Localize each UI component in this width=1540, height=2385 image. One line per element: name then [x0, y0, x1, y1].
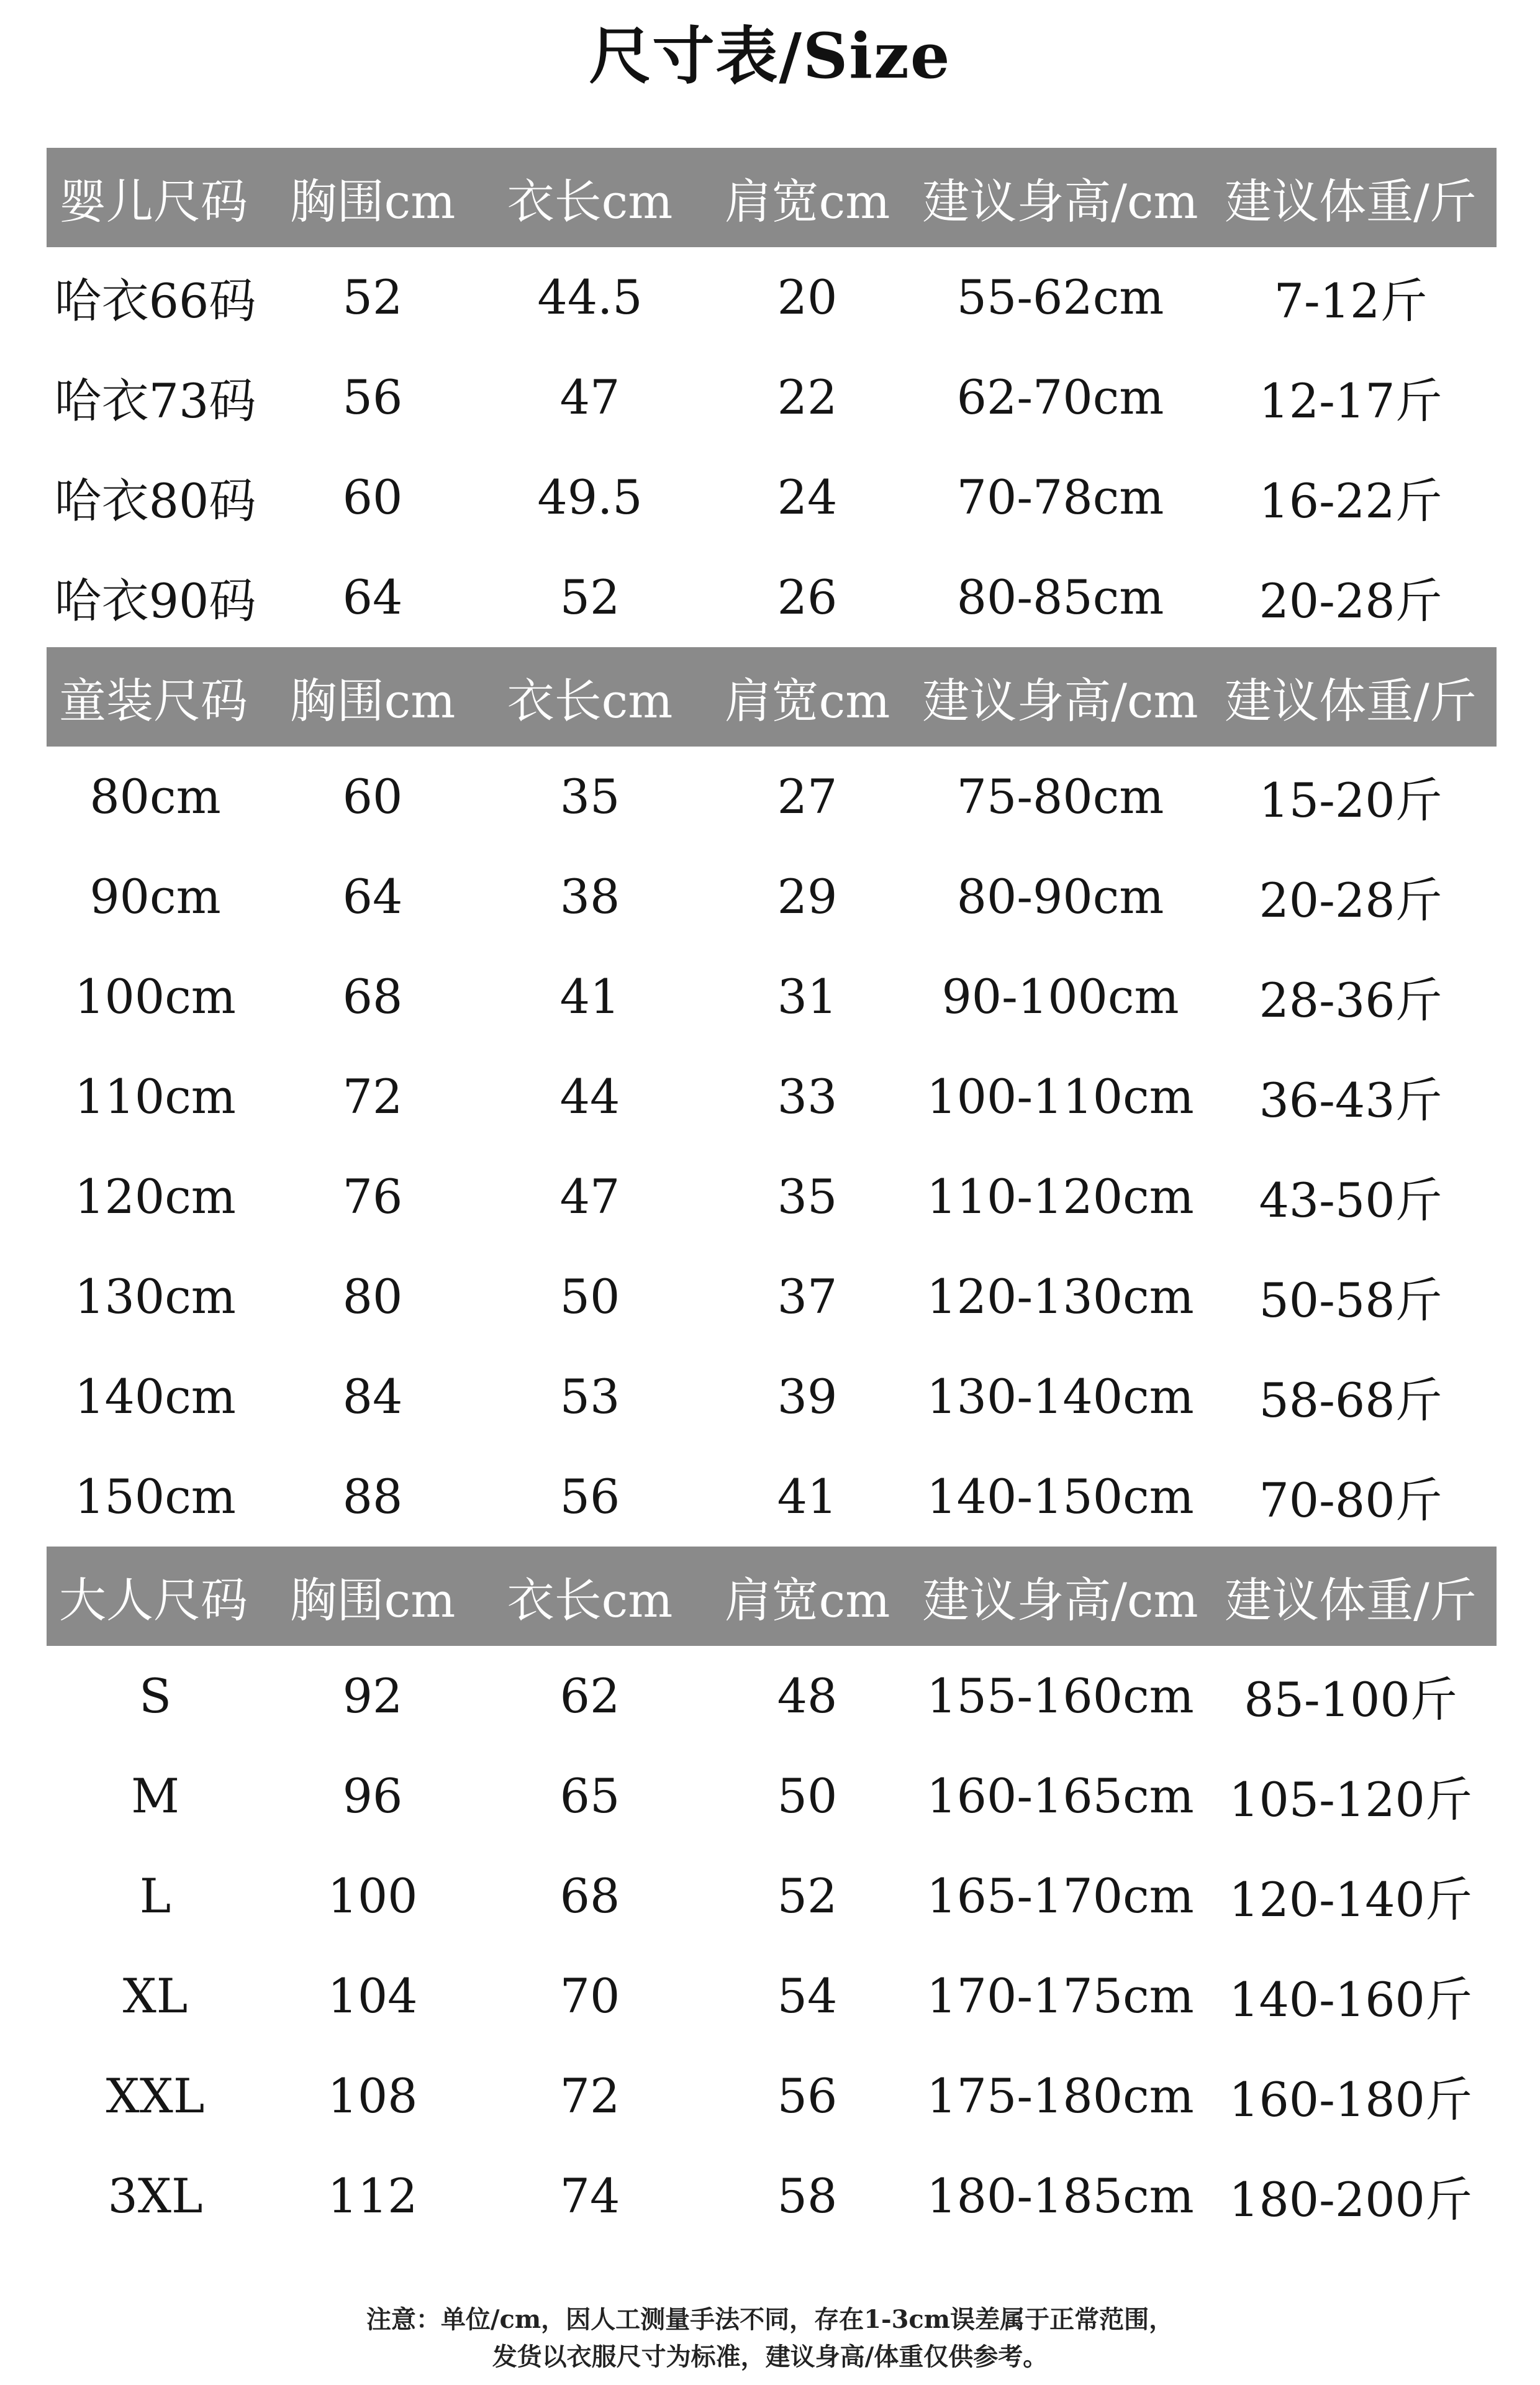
table-cell: 80cm	[89, 769, 221, 824]
table-cell: 170-175cm	[926, 1968, 1194, 2024]
table-row	[47, 747, 1497, 847]
table-cell: 41	[777, 1469, 838, 1524]
table-cell: 60	[342, 769, 403, 824]
table-cell: 22	[777, 370, 838, 425]
table-cell: 72	[559, 2068, 620, 2124]
table-cell: 哈衣73码	[54, 373, 256, 429]
header-cell: 衣长cm	[507, 1572, 673, 1628]
table-cell: 58	[777, 2168, 838, 2224]
table-cell: 50-58斤	[1259, 1273, 1443, 1328]
table-cell: 76	[342, 1169, 403, 1224]
table-cell: 60	[342, 470, 403, 525]
table-cell: 155-160cm	[926, 1668, 1194, 1724]
table-cell: 100	[327, 1868, 418, 1924]
table-cell: 110-120cm	[926, 1169, 1194, 1224]
page-title: 尺寸表/Size	[589, 19, 951, 93]
header-cell: 肩宽cm	[724, 1572, 890, 1628]
table-row	[47, 247, 1497, 347]
table-row	[47, 1946, 1497, 2046]
table-cell: 108	[327, 2068, 418, 2124]
table-cell: 20-28斤	[1259, 573, 1443, 629]
table-cell: L	[139, 1868, 171, 1924]
table-cell: 48	[777, 1668, 838, 1724]
header-cell: 胸围cm	[289, 173, 456, 229]
header-cell: 建议身高/cm	[922, 1572, 1198, 1628]
table-cell: 52	[777, 1868, 838, 1924]
table-row	[47, 447, 1497, 547]
table-cell: 80-85cm	[956, 570, 1164, 625]
table-cell: 49.5	[537, 470, 643, 525]
table-cell: 38	[559, 869, 620, 924]
section-kids	[47, 647, 1497, 1547]
table-cell: XL	[122, 1968, 188, 2024]
table-cell: 哈衣90码	[54, 573, 256, 629]
header-cell: 肩宽cm	[724, 673, 890, 729]
table-row	[47, 1147, 1497, 1247]
header-cell: 建议体重/斤	[1225, 673, 1477, 729]
table-row	[47, 1247, 1497, 1347]
header-row	[47, 647, 1497, 747]
table-cell: 35	[559, 769, 620, 824]
table-cell: 37	[777, 1269, 838, 1324]
table-row	[47, 1447, 1497, 1547]
table-cell: XXL	[106, 2068, 205, 2124]
table-cell: 52	[559, 570, 620, 625]
size-table	[47, 148, 1497, 2246]
table-cell: 33	[777, 1069, 838, 1124]
table-row	[47, 2046, 1497, 2146]
table-cell: 88	[342, 1469, 403, 1524]
table-cell: 29	[777, 869, 838, 924]
table-cell: 27	[777, 769, 838, 824]
table-cell: 160-165cm	[926, 1768, 1194, 1824]
table-cell: 65	[559, 1768, 620, 1824]
header-row	[47, 148, 1497, 247]
table-cell: 105-120斤	[1229, 1772, 1472, 1827]
table-cell: 68	[342, 969, 403, 1024]
table-row	[47, 1846, 1497, 1946]
table-cell: 15-20斤	[1259, 773, 1443, 828]
header-cell: 衣长cm	[507, 673, 673, 729]
table-cell: 160-180斤	[1229, 2072, 1472, 2127]
footnote-line-2: 发货以衣服尺寸为标准，建议身高/体重仅供参考。	[492, 2342, 1048, 2371]
table-cell: 68	[559, 1868, 620, 1924]
table-row	[47, 1646, 1497, 1746]
header-cell: 建议体重/斤	[1225, 1572, 1477, 1628]
header-cell: 肩宽cm	[724, 173, 890, 229]
table-cell: 62-70cm	[956, 370, 1164, 425]
header-cell: 婴儿尺码	[59, 173, 248, 229]
table-cell: 70-80斤	[1259, 1473, 1443, 1528]
table-row	[47, 2146, 1497, 2246]
table-cell: 75-80cm	[956, 769, 1164, 824]
table-cell: 3XL	[107, 2168, 203, 2224]
table-cell: 104	[327, 1968, 418, 2024]
table-cell: 36-43斤	[1259, 1073, 1443, 1128]
table-cell: 26	[777, 570, 838, 625]
table-cell: 100cm	[75, 969, 236, 1024]
table-cell: 175-180cm	[926, 2068, 1194, 2124]
table-cell: 80	[342, 1269, 403, 1324]
table-cell: 55-62cm	[956, 270, 1164, 325]
table-cell: 130cm	[75, 1269, 236, 1324]
table-cell: 20	[777, 270, 838, 325]
header-row	[47, 1547, 1497, 1646]
table-cell: 47	[559, 1169, 620, 1224]
table-cell: 35	[777, 1169, 838, 1224]
table-cell: 64	[342, 570, 403, 625]
table-row	[47, 347, 1497, 447]
header-cell: 胸围cm	[289, 1572, 456, 1628]
table-cell: 150cm	[75, 1469, 236, 1524]
table-row	[47, 1746, 1497, 1846]
table-cell: 70	[559, 1968, 620, 2024]
table-cell: 120-140斤	[1229, 1872, 1472, 1927]
table-cell: 56	[559, 1469, 620, 1524]
table-cell: 54	[777, 1968, 838, 2024]
table-cell: 41	[559, 969, 620, 1024]
table-cell: 12-17斤	[1259, 373, 1443, 429]
table-cell: 47	[559, 370, 620, 425]
table-cell: 85-100斤	[1244, 1672, 1457, 1727]
section-adult	[47, 1547, 1497, 2246]
header-cell: 建议身高/cm	[922, 173, 1198, 229]
table-cell: 180-200斤	[1229, 2172, 1472, 2227]
table-cell: 哈衣66码	[54, 273, 256, 329]
table-cell: 44.5	[537, 270, 643, 325]
table-cell: 92	[342, 1668, 403, 1724]
table-cell: S	[138, 1668, 172, 1724]
table-cell: 70-78cm	[956, 470, 1164, 525]
header-cell: 胸围cm	[289, 673, 456, 729]
table-cell: 96	[342, 1768, 403, 1824]
table-cell: 100-110cm	[926, 1069, 1194, 1124]
header-cell: 建议体重/斤	[1225, 173, 1477, 229]
table-row	[47, 847, 1497, 947]
table-row	[47, 547, 1497, 647]
table-cell: 24	[777, 470, 838, 525]
header-cell: 建议身高/cm	[922, 673, 1198, 729]
table-cell: 56	[342, 370, 403, 425]
header-cell: 大人尺码	[59, 1572, 248, 1628]
table-cell: 52	[342, 270, 403, 325]
table-row	[47, 1347, 1497, 1447]
footnote-line-1: 注意：单位/cm，因人工测量手法不同，存在1-3cm误差属于正常范围，	[366, 2305, 1174, 2334]
table-cell: 112	[327, 2168, 418, 2224]
table-row	[47, 1047, 1497, 1147]
table-cell: 90cm	[89, 869, 221, 924]
table-cell: 140-160斤	[1229, 1972, 1472, 2027]
table-cell: 56	[777, 2068, 838, 2124]
table-cell: 43-50斤	[1259, 1173, 1443, 1228]
table-cell: 130-140cm	[926, 1369, 1194, 1424]
header-cell: 衣长cm	[507, 173, 673, 229]
table-cell: 44	[559, 1069, 620, 1124]
table-cell: 80-90cm	[956, 869, 1164, 924]
table-cell: 84	[342, 1369, 403, 1424]
table-cell: 62	[559, 1668, 620, 1724]
table-cell: 72	[342, 1069, 403, 1124]
table-cell: 58-68斤	[1259, 1373, 1443, 1428]
table-cell: 140-150cm	[926, 1469, 1194, 1524]
table-cell: 120-130cm	[926, 1269, 1194, 1324]
table-cell: 16-22斤	[1259, 473, 1443, 529]
table-cell: 90-100cm	[941, 969, 1179, 1024]
table-cell: 50	[559, 1269, 620, 1324]
table-cell: 50	[777, 1768, 838, 1824]
table-cell: 31	[777, 969, 838, 1024]
table-cell: 39	[777, 1369, 838, 1424]
table-cell: 53	[559, 1369, 620, 1424]
table-cell: 165-170cm	[926, 1868, 1194, 1924]
table-cell: 7-12斤	[1274, 273, 1428, 329]
table-cell: 哈衣80码	[54, 473, 256, 529]
section-infant	[47, 148, 1497, 647]
table-row	[47, 947, 1497, 1047]
footnote	[0, 2301, 1540, 2376]
header-cell: 童装尺码	[59, 673, 248, 729]
table-cell: 20-28斤	[1259, 873, 1443, 928]
table-cell: 110cm	[75, 1069, 236, 1124]
table-cell: 74	[559, 2168, 620, 2224]
table-cell: M	[131, 1768, 179, 1824]
table-cell: 180-185cm	[926, 2168, 1194, 2224]
table-cell: 64	[342, 869, 403, 924]
table-cell: 120cm	[75, 1169, 236, 1224]
table-cell: 140cm	[75, 1369, 236, 1424]
table-cell: 28-36斤	[1259, 973, 1443, 1028]
